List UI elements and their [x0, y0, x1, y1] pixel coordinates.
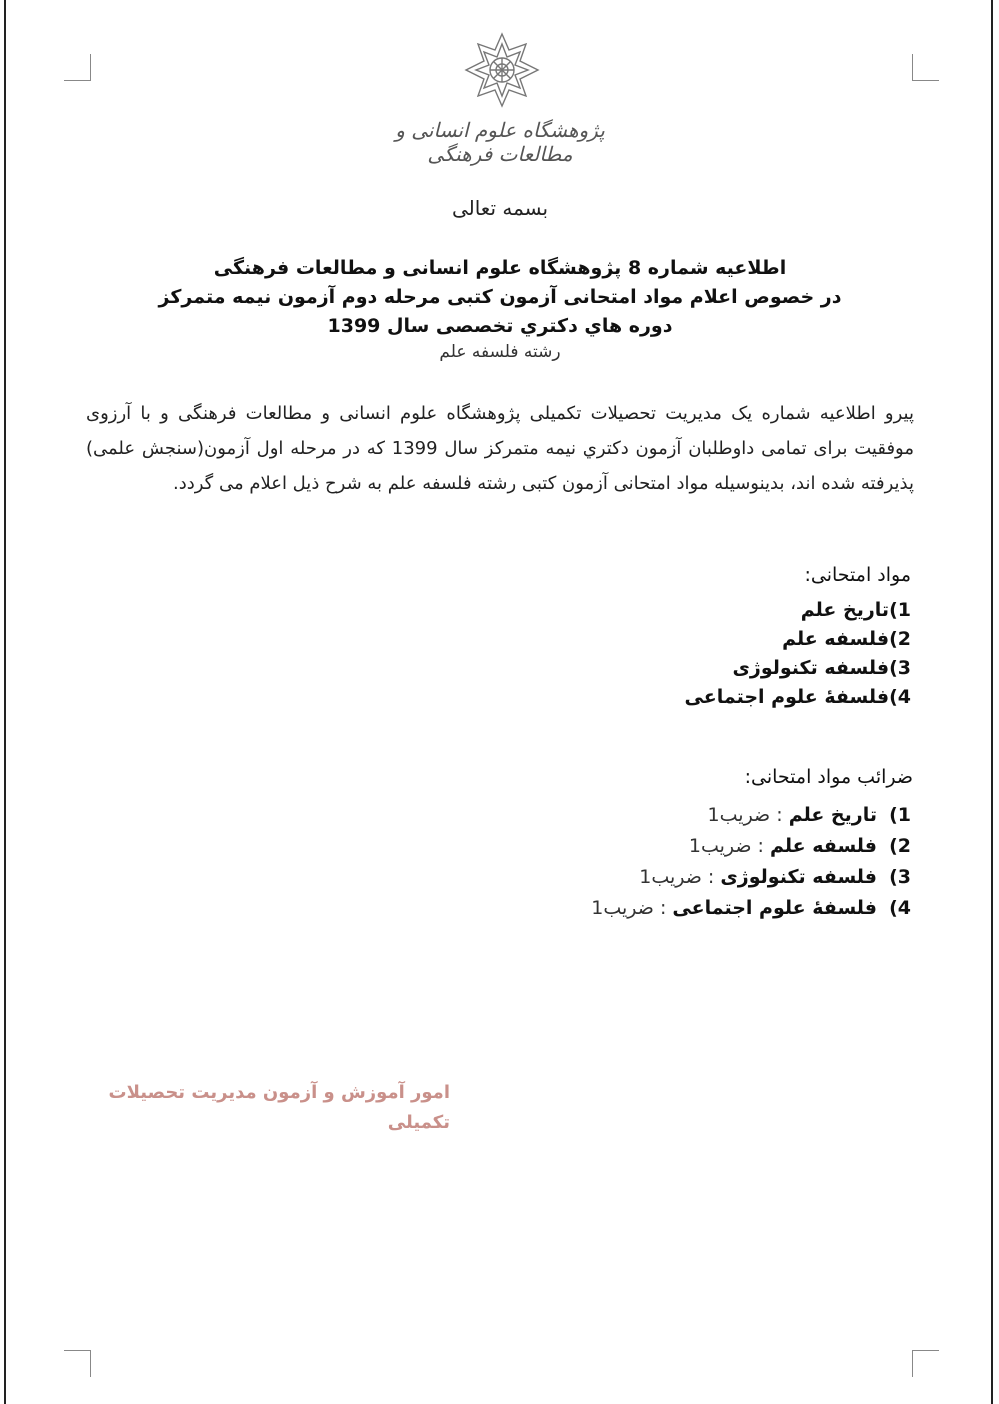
- list-item: [685, 596, 912, 625]
- list-item: [685, 625, 912, 654]
- item-number: 2): [889, 835, 911, 857]
- item-coefficient: : ضریب1: [707, 804, 783, 826]
- heading-line-2: در خصوص اعلام مواد امتحانی آزمون کتبی مرحله دوم آزمون نیمه متمرکز: [158, 286, 842, 308]
- coefficients-list: [591, 800, 911, 924]
- intro-paragraph: پیرو اطلاعیه شماره یک مدیریت تحصیلات تکمیلی پژوهشگاه علوم انسانی و مطالعات فرهنگی و با آرزوی موفقیت برای تمامی داوطلبان آزمون دکتري نیمه متمرکز سال 1399 که در مرحله اول آزمون(سنجش علمی) پذیرفته شده اند، بدینوسیله مواد امتحانی آزمون کتبی رشته فلسفه علم به شرح ذیل اعلام می گردد.: [86, 403, 914, 494]
- item-label: تاریخ علم: [788, 804, 877, 826]
- exam-subjects-title: مواد امتحانی:: [804, 564, 911, 586]
- item-number: 4): [889, 897, 911, 919]
- item-number: 3): [889, 866, 911, 888]
- signature-office: امور آموزش و آزمون مدیریت تحصیلات تکمیلی: [108, 1082, 450, 1133]
- bismillah: بسمه تعالی: [451, 196, 549, 220]
- list-item: [591, 831, 911, 862]
- item-coefficient: : ضریب1: [591, 897, 667, 919]
- item-label: تاریخ علم: [800, 599, 890, 621]
- item-label: فلسفه تکنولوژی: [720, 866, 877, 888]
- list-item: [685, 683, 912, 712]
- item-number: 4): [889, 686, 911, 708]
- item-label: فلسفه علم: [770, 835, 877, 857]
- item-number: 1): [889, 599, 911, 621]
- item-coefficient: : ضریب1: [688, 835, 764, 857]
- item-label: فلسفه علم: [782, 628, 890, 650]
- institute-logo-text: پژوهشگاه علوم انسانی و مطالعات فرهنگی: [395, 118, 605, 166]
- crop-mark-top-right: [912, 54, 939, 81]
- item-label: فلسفۀ علوم اجتماعی: [672, 897, 877, 919]
- item-label: فلسفۀ علوم اجتماعی: [684, 686, 890, 708]
- coefficients-title: ضرائب مواد امتحانی:: [744, 766, 913, 788]
- item-number: 1): [889, 804, 911, 826]
- field-name: رشته فلسفه علم: [439, 342, 561, 362]
- crop-mark-bottom-left: [64, 1350, 91, 1377]
- crop-mark-top-left: [64, 54, 91, 81]
- list-item: [591, 893, 911, 924]
- announcement-heading: [140, 254, 860, 341]
- heading-line-3: دوره هاي دکتري تخصصی سال 1399: [327, 315, 673, 337]
- list-item: [591, 862, 911, 893]
- item-number: 3): [889, 657, 911, 679]
- list-item: [591, 800, 911, 831]
- crop-mark-bottom-right: [912, 1350, 939, 1377]
- item-number: 2): [889, 628, 911, 650]
- item-label: فلسفه تکنولوژی: [732, 657, 890, 679]
- list-item: [685, 654, 912, 683]
- exam-subjects-list: [685, 596, 912, 712]
- heading-line-1: اطلاعیه شماره 8 پژوهشگاه علوم انسانی و مطالعات فرهنگی: [213, 257, 787, 279]
- item-coefficient: : ضریب1: [639, 866, 715, 888]
- rosette-icon: [462, 30, 542, 110]
